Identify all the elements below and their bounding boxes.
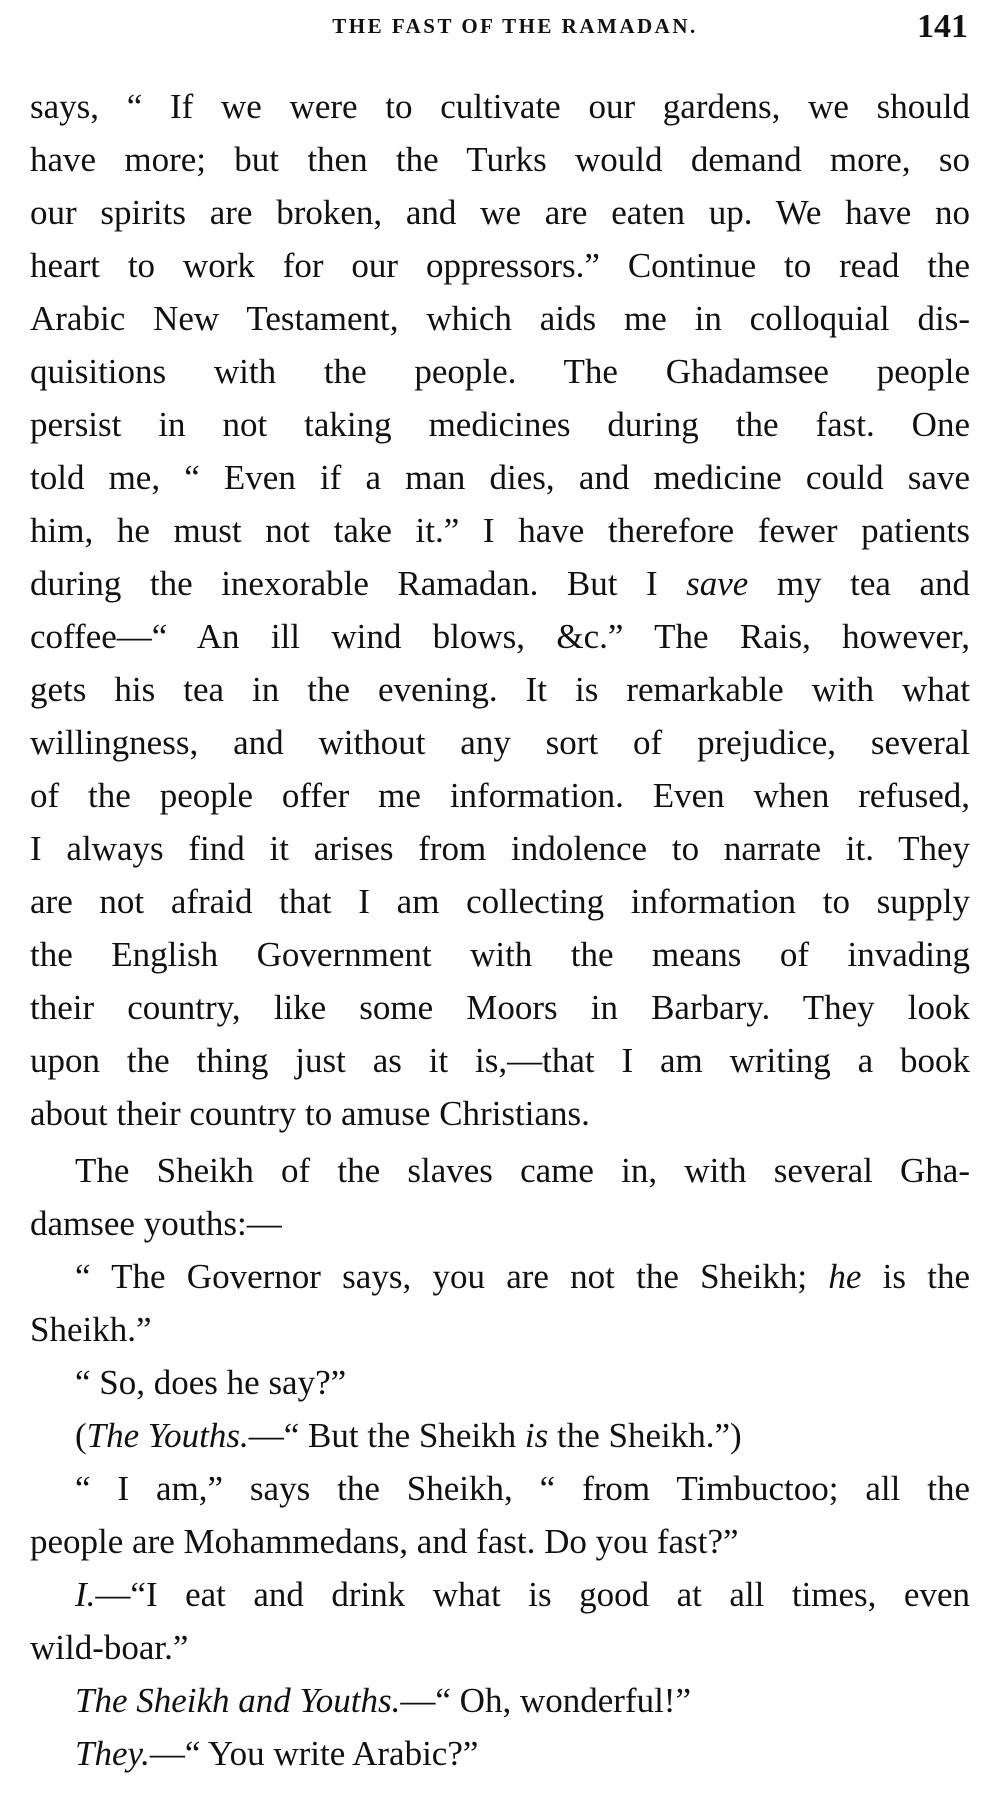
italic-run: The Sheikh and Youths. — [75, 1681, 401, 1720]
text-line: Arabic New Testament, which aids me in colloquial dis- — [30, 299, 970, 338]
text-run: —“ Oh, wonderful!” — [400, 1681, 691, 1720]
text-line: people are Mohammedans, and fast. Do you fast?” — [30, 1522, 739, 1561]
text-line: willingness, and without any sort of prejudice, several — [30, 723, 970, 762]
text-run: “ The Governor says, you are not the Sheikh; — [75, 1257, 829, 1296]
text-line: him, he must not take it.” I have therefore fewer patients — [30, 511, 970, 550]
running-header — [30, 8, 970, 52]
page-number: 141 — [917, 8, 968, 45]
text-line: damsee youths:— — [30, 1204, 282, 1243]
text-line — [30, 1568, 970, 1621]
text-run: is the — [861, 1257, 970, 1296]
text-line: coffee—“ An ill wind blows, &c.” The Rais, however, — [30, 617, 970, 656]
text-line: I always find it arises from indolence to narrate it. They — [30, 829, 970, 868]
italic-run: save — [686, 564, 749, 603]
text-run: —“I eat and drink what is good at all times, even — [95, 1575, 970, 1614]
text-line: told me, “ Even if a man dies, and medicine could save — [30, 458, 970, 497]
text-line — [30, 1409, 970, 1462]
text-line: of the people offer me information. Even when refused, — [30, 776, 970, 815]
text-line: upon the thing just as it is,—that I am writing a book — [30, 1041, 970, 1080]
text-run: ( — [75, 1416, 87, 1455]
text-line: “ I am,” says the Sheikh, “ from Timbuctoo; all the — [75, 1469, 970, 1508]
text-run: my tea and — [748, 564, 970, 603]
text-line: the English Government with the means of invading — [30, 935, 970, 974]
italic-run: I. — [75, 1575, 96, 1614]
italic-run: The Youths. — [86, 1416, 249, 1455]
italic-run: is — [524, 1416, 549, 1455]
text-line: “ So, does he say?” — [75, 1363, 347, 1402]
text-line: gets his tea in the evening. It is remarkable with what — [30, 670, 970, 709]
text-line: heart to work for our oppressors.” Continue to read the — [30, 246, 970, 285]
text-line: persist in not taking medicines during the fast. One — [30, 405, 970, 444]
text-line — [30, 1727, 970, 1780]
text-line: are not afraid that I am collecting information to supply — [30, 882, 970, 921]
text-line: our spirits are broken, and we are eaten up. We have no — [30, 193, 970, 232]
text-run: during the inexorable Ramadan. But I — [30, 564, 687, 603]
body-text — [30, 80, 970, 1780]
text-line: The Sheikh of the slaves came in, with several Gha- — [75, 1151, 970, 1190]
italic-run: he — [828, 1257, 862, 1296]
text-line — [30, 1250, 970, 1303]
running-title: THE FAST OF THE RAMADAN. — [332, 14, 698, 38]
text-run: —“ You write Arabic?” — [149, 1734, 479, 1773]
italic-run: They. — [75, 1734, 150, 1773]
text-line: about their country to amuse Christians. — [30, 1094, 590, 1133]
text-line: have more; but then the Turks would demand more, so — [30, 140, 970, 179]
text-run: the Sheikh.”) — [548, 1416, 742, 1455]
text-line: Sheikh.” — [30, 1310, 152, 1349]
text-line — [30, 1674, 970, 1727]
text-line: says, “ If we were to cultivate our gardens, we should — [30, 87, 970, 126]
text-line — [30, 557, 970, 610]
text-run: —“ But the Sheikh — [248, 1416, 525, 1455]
text-line: quisitions with the people. The Ghadamsee people — [30, 352, 970, 391]
text-line: their country, like some Moors in Barbary. They look — [30, 988, 970, 1027]
text-line: wild-boar.” — [30, 1628, 189, 1667]
